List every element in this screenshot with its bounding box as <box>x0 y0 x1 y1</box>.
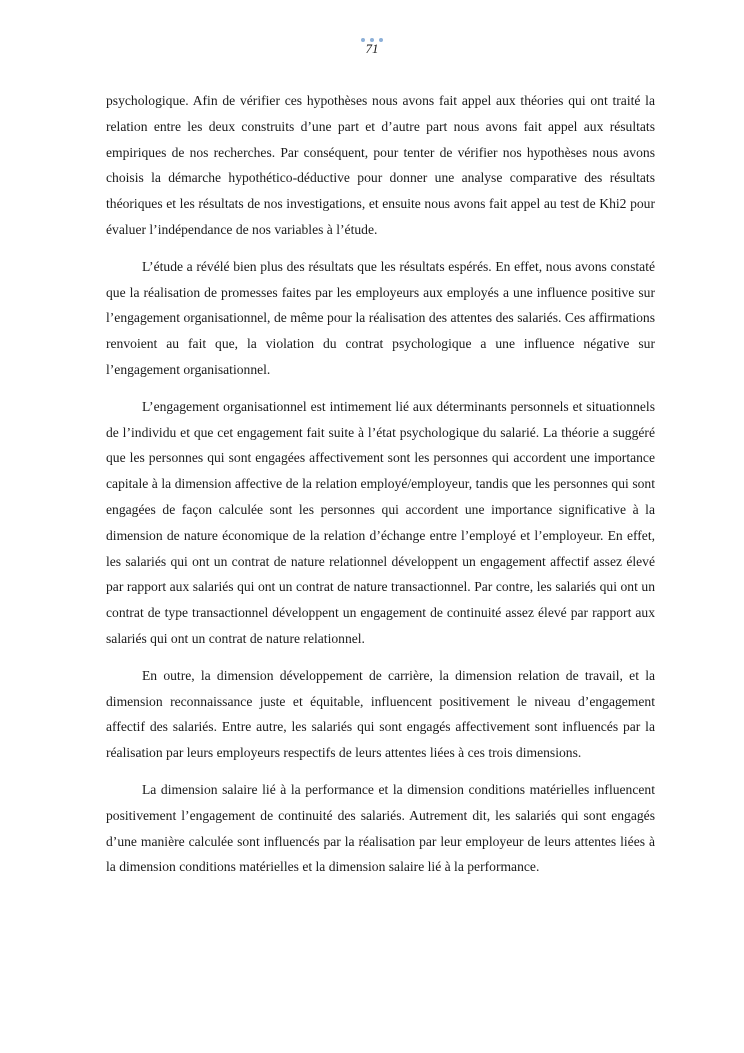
paragraph-continuity-dimensions: La dimension salaire lié à la performance et la dimension conditions matérielles influencent positivement l’engagement de continuité des salariés. Autrement dit, les salariés qui sont engagés d’une manière calculée sont influencés par la réalisation par leur employeur de leurs attentes liées à la dimension conditions matérielles et la dimension salaire lié à la performance. <box>106 781 655 875</box>
document-body <box>106 88 655 891</box>
paragraph-organizational-commitment: L’engagement organisationnel est intimement lié aux déterminants personnels et situationnels de l’individu et que cet engagement fait suite à l’état psychologique du salarié. La théorie a suggéré que les personnes qui sont engagées affectivement sont les personnes qui accordent une importance capitale à la dimension affective de la relation employé/employeur, tandis que les personnes qui sont engagées de façon calculée sont les personnes qui accordent une importance significative à la dimension de nature économique de la relation d’échange entre l’employé et l’employeur. En effet, les salariés qui ont un contrat de nature relationnel développent un engagement affectif assez élevé par rapport aux salariés qui ont un contrat de nature transactionnel. Par contre, les salariés qui ont un contrat de type transactionnel développent un engagement de continuité assez élevé par rapport aux salariés qui ont un contrat de nature relationnel. <box>106 398 655 646</box>
page-number: 71 <box>365 41 379 56</box>
paragraph-continuation: psychologique. Afin de vérifier ces hypothèses nous avons fait appel aux théories qui ont traité la relation entre les deux construits d’une part et d’autre part nous avons fait appel aux résultats empiriques de nos recherches. Par conséquent, pour tenter de vérifier nos hypothèses nous avons choisis la démarche hypothético-déductive pour donner une analyse comparative des résultats théoriques et les résultats de nos investigations, et ensuite nous avons fait appel au test de Khi2 pour évaluer l’indépendance de nos variables à l’étude. <box>106 93 655 237</box>
dot <box>379 38 383 42</box>
dot <box>361 38 365 42</box>
paragraph-study-results: L’étude a révélé bien plus des résultats que les résultats espérés. En effet, nous avons constaté que la réalisation de promesses faites par les employeurs aux employés a une influence positive sur l’engagement organisationnel, de même pour la réalisation des attentes des salariés. Ces affirmations renvoient au fait que, la violation du contrat psychologique a une influence négative sur l’engagement organisationnel. <box>106 258 655 377</box>
page-header <box>0 38 744 56</box>
paragraph-affective-dimensions: En outre, la dimension développement de carrière, la dimension relation de travail, et la dimension reconnaissance juste et équitable, influencent positivement le niveau d’engagement affectif des salariés. Entre autre, les salariés qui sont engagés affectivement sont influencés par la réalisation par leurs employeurs respectifs de leurs attentes liées à ces trois dimensions. <box>106 667 655 761</box>
